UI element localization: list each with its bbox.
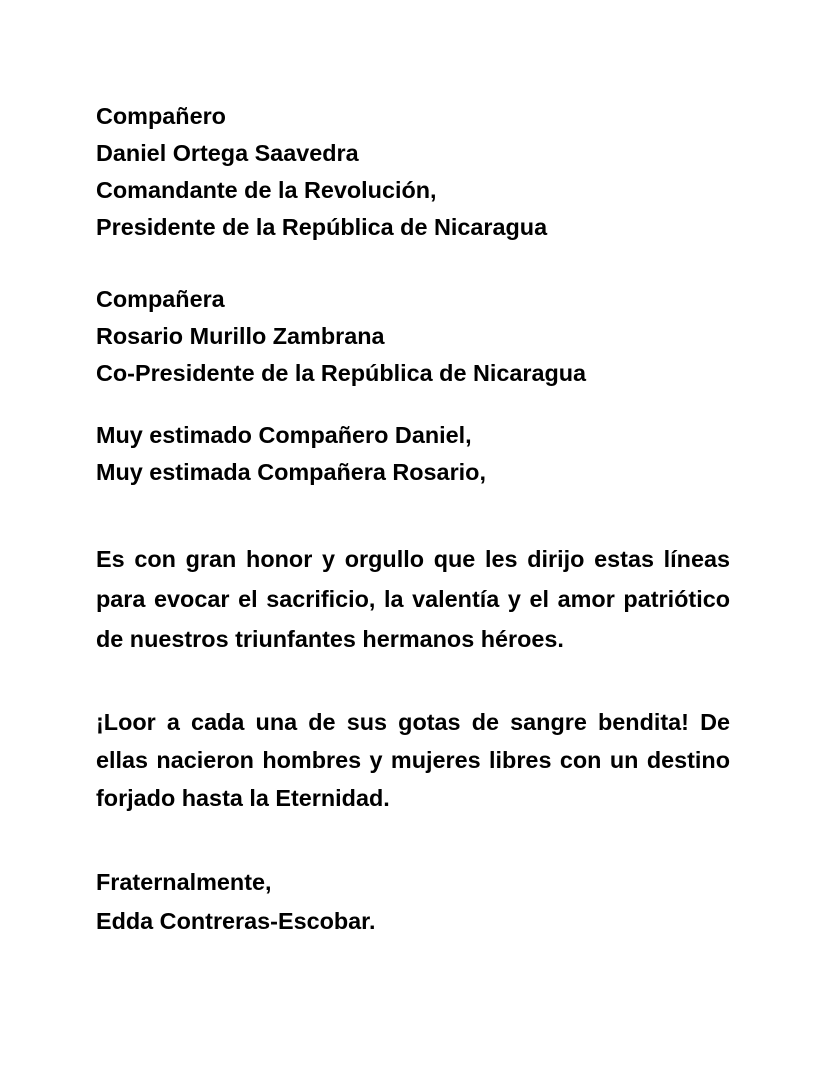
closing-signature-line: Edda Contreras-Escobar. [96,908,376,934]
recipient-role-line: Co-Presidente de la República de Nicaragua [96,360,587,386]
closing-valediction-line: Fraternalmente, [96,869,272,895]
recipient-role-line: Presidente de la República de Nicaragua [96,214,548,240]
recipient-title-line: Compañero [96,103,226,129]
body-paragraph-honor [96,539,730,659]
paragraph-line: ellas nacieron hombres y mujeres libres con un destino [96,747,730,773]
body-paragraph-loor [96,703,730,817]
salutation-line: Muy estimado Compañero Daniel, [96,422,472,448]
paragraph-line: para evocar el sacrificio, la valentía y el amor patriótico [96,586,730,612]
recipient-role-line: Comandante de la Revolución, [96,177,437,203]
salutation-block [96,417,730,491]
recipient-name-line: Daniel Ortega Saavedra [96,140,359,166]
paragraph-line: ¡Loor a cada una de sus gotas de sangre bendita! De [96,709,730,735]
recipient-title-line: Compañera [96,286,225,312]
paragraph-line: Es con gran honor y orgullo que les dirijo estas líneas [96,546,730,572]
salutation-line: Muy estimada Compañera Rosario, [96,459,486,485]
paragraph-line: de nuestros triunfantes hermanos héroes. [96,626,564,652]
recipient-block-daniel [96,98,730,246]
recipient-block-rosario [96,281,730,392]
recipient-name-line: Rosario Murillo Zambrana [96,323,385,349]
paragraph-line: forjado hasta la Eternidad. [96,785,390,811]
closing-block [96,863,730,941]
